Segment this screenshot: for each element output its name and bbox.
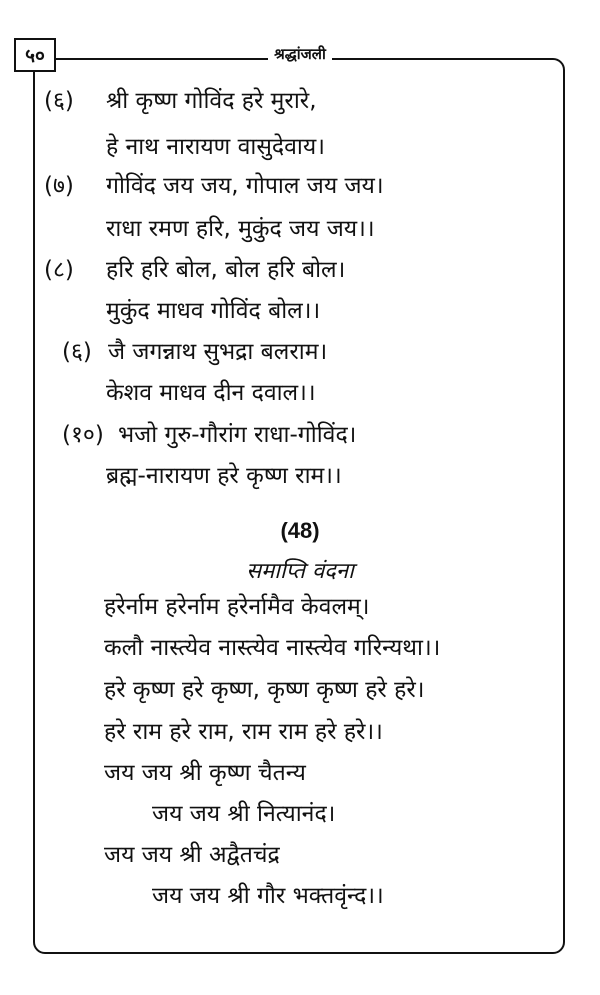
verse-number: (७) (44, 173, 74, 199)
prayer-line: कलौ नास्त्येव नास्त्येव नास्त्येव गरिन्यथा।। (104, 635, 441, 661)
prayer-line: हरे कृष्ण हरे कृष्ण, कृष्ण कृष्ण हरे हरे। (104, 677, 425, 703)
verse-line: हरि हरि बोल, बोल हरि बोल। (106, 257, 346, 283)
running-title: श्रद्धांजली (268, 45, 332, 63)
section-number: (48) (280, 518, 320, 543)
prayer-line: हरेर्नाम हरेर्नाम हरेर्नामैव केवलम्। (104, 594, 370, 620)
verse-line: राधा रमण हरि, मुकुंद जय जय।। (106, 216, 375, 242)
verse-line: श्री कृष्ण गोविंद हरे मुरारे, (106, 88, 317, 114)
verse-line: केशव माधव दीन दवाल।। (106, 380, 316, 406)
verse-line: ब्रह्म-नारायण हरे कृष्ण राम।। (106, 463, 342, 489)
verse-number: (६) (44, 88, 74, 114)
verse-line: भजो गुरु-गौरांग राधा-गोविंद। (118, 422, 357, 448)
prayer-line: हरे राम हरे राम, राम राम हरे हरे।। (104, 719, 383, 745)
verse-number: (८) (44, 257, 74, 283)
section-title: समाप्ति वंदना (246, 559, 354, 584)
verse-line: हे नाथ नारायण वासुदेवाय। (106, 134, 325, 160)
prayer-line: जय जय श्री अद्वैतचंद्र (104, 842, 280, 868)
prayer-line: जय जय श्री गौर भक्तवृंन्द।। (152, 883, 384, 909)
verse-number: (६) (62, 339, 92, 365)
prayer-line: जय जय श्री कृष्ण चैतन्य (104, 760, 306, 786)
prayer-line: जय जय श्री नित्यानंद। (152, 801, 336, 827)
page-number: ५० (14, 38, 56, 72)
running-header (0, 44, 600, 64)
verse-line: मुकुंद माधव गोविंद बोल।। (106, 298, 321, 324)
verse-number: (१०) (62, 422, 104, 448)
verse-line: जै जगन्नाथ सुभद्रा बलराम। (108, 339, 328, 365)
verse-line: गोविंद जय जय, गोपाल जय जय। (106, 173, 384, 199)
